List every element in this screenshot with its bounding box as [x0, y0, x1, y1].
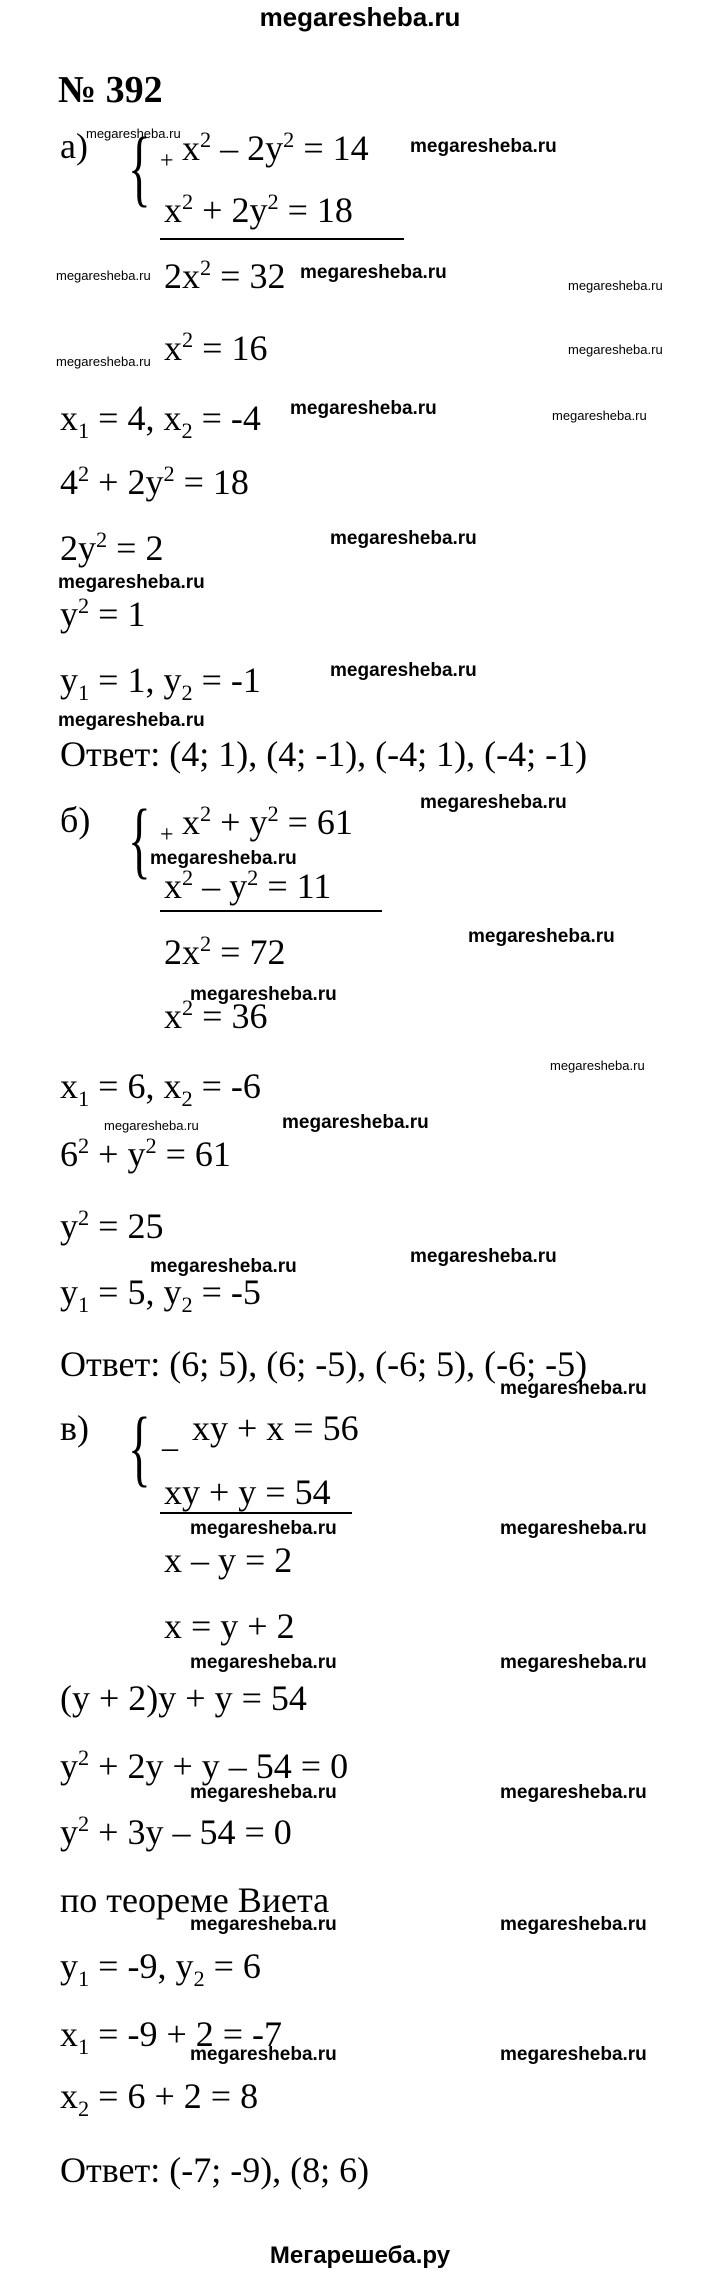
watermark-text: megaresheba.ru — [330, 528, 477, 549]
part-b-equation-1: $x^2 + y^2 = 61$ — [182, 801, 353, 842]
watermark-text: megaresheba.ru — [56, 354, 151, 369]
part-a-step-5: $2y^2 = 2$ — [60, 527, 164, 568]
watermark-text: megaresheba.ru — [330, 660, 477, 681]
part-v-answer: Ответ: (-7; -9), (8; 6) — [60, 2150, 370, 2190]
part-b-step-5: $y^2 = 25$ — [60, 1205, 164, 1246]
part-v-equation-2: xy + y = 54 — [164, 1472, 331, 1512]
part-a-step-3: $x_1 = 4$, $x_2 = -4$ — [60, 398, 261, 444]
watermark-text: megaresheba.ru — [282, 1112, 429, 1133]
watermark-text: megaresheba.ru — [500, 1652, 647, 1673]
part-b-sum-line — [160, 910, 382, 912]
watermark-text: megaresheba.ru — [420, 792, 567, 813]
part-b-step-6: $y_1 = 5$, $y_2 = -5$ — [60, 1272, 261, 1318]
part-a-system-brace: { — [128, 119, 151, 215]
watermark-text: megaresheba.ru — [58, 572, 205, 593]
watermark-text: megaresheba.ru — [410, 1246, 557, 1267]
part-b-step-2: $x^2 = 36$ — [164, 995, 268, 1036]
watermark-text: megaresheba.ru — [190, 1782, 337, 1803]
part-v-label: в) — [60, 1408, 89, 1448]
part-v-step-4: $y^2 + 2y + y - 54 = 0$ — [60, 1745, 349, 1786]
part-v-step-9: $x_2 = 6 + 2 = 8$ — [60, 2076, 259, 2122]
part-b-equation-2: $x^2 - y^2 = 11$ — [164, 865, 332, 906]
watermark-text: megaresheba.ru — [552, 408, 647, 423]
part-a-sum-line — [160, 238, 404, 240]
part-a-answer: Ответ: (4; 1), (4; -1), (-4; 1), (-4; -1) — [60, 734, 588, 774]
part-v-step-5: $y^2 + 3y - 54 = 0$ — [60, 1811, 292, 1852]
watermark-text: megaresheba.ru — [104, 1118, 199, 1133]
task-number: № 392 — [58, 69, 163, 111]
part-a-step-4: $4^2 + 2y^2 = 18$ — [60, 461, 249, 502]
watermark-text: megaresheba.ru — [190, 2044, 337, 2065]
part-a-step-2: $x^2 = 16$ — [164, 327, 268, 368]
part-v-system-brace: { — [128, 1399, 151, 1495]
part-v-step-1: x – y = 2 — [164, 1540, 293, 1580]
part-a-equation-2: $x^2 + 2y^2 = 18$ — [164, 189, 353, 230]
part-a-label: а) — [60, 126, 88, 166]
part-a-equation-1: $x^2 - 2y^2 = 14$ — [182, 127, 369, 168]
part-b-system-brace: { — [128, 791, 151, 887]
part-v-difference-line — [160, 1512, 352, 1514]
watermark-text: megaresheba.ru — [290, 398, 437, 419]
part-b-step-3: $x_1 = 6$, $x_2 = -6$ — [60, 1066, 261, 1112]
watermark-text: megaresheba.ru — [500, 1378, 647, 1399]
watermark-text: megaresheba.ru — [410, 136, 557, 157]
watermark-text: megaresheba.ru — [56, 268, 151, 283]
site-header: megaresheba.ru — [259, 2, 461, 32]
part-b-answer: Ответ: (6; 5), (6; -5), (-6; 5), (-6; -5) — [60, 1344, 588, 1384]
watermark-text: megaresheba.ru — [500, 1782, 647, 1803]
site-footer: Мегарешеба.ру — [269, 2242, 451, 2269]
watermark-text: megaresheba.ru — [150, 1256, 297, 1277]
part-v-step-3: (y + 2)y + y = 54 — [60, 1678, 307, 1718]
part-v-equation-1: xy + x = 56 — [192, 1408, 359, 1448]
watermark-text: megaresheba.ru — [58, 710, 205, 731]
watermark-text: megaresheba.ru — [190, 1652, 337, 1673]
part-a-step-1: $2x^2 = 32$ — [164, 255, 286, 296]
part-b-label: б) — [60, 800, 91, 840]
part-v-operation: _ — [162, 1418, 178, 1454]
watermark-text: megaresheba.ru — [568, 278, 663, 293]
part-b-operation: + — [160, 822, 174, 848]
watermark-text: megaresheba.ru — [468, 926, 615, 947]
part-v-step-8: $x_1 = -9 + 2 = -7$ — [60, 2014, 283, 2060]
part-a-step-6: $y^2 = 1$ — [60, 593, 146, 634]
watermark-text: megaresheba.ru — [86, 126, 181, 141]
watermark-text: megaresheba.ru — [190, 984, 337, 1005]
part-a-operation: + — [160, 148, 174, 174]
part-v-step-6: по теореме Виета — [60, 1880, 330, 1920]
part-b-step-1: $2x^2 = 72$ — [164, 931, 286, 972]
part-v-step-2: x = y + 2 — [164, 1606, 295, 1646]
part-b-step-4: $6^2 + y^2 = 61$ — [60, 1133, 231, 1174]
watermark-text: megaresheba.ru — [190, 1914, 337, 1935]
watermark-text: megaresheba.ru — [150, 848, 297, 869]
watermark-text: megaresheba.ru — [500, 1518, 647, 1539]
watermark-text: megaresheba.ru — [300, 262, 447, 283]
part-a-step-7: $y_1 = 1$, $y_2 = -1$ — [60, 660, 261, 706]
watermark-text: megaresheba.ru — [568, 342, 663, 357]
watermark-text: megaresheba.ru — [500, 1914, 647, 1935]
part-v-step-7: $y_1 = -9$, $y_2 = 6$ — [60, 1946, 261, 1992]
watermark-text: megaresheba.ru — [550, 1058, 645, 1073]
watermark-text: megaresheba.ru — [190, 1518, 337, 1539]
watermark-text: megaresheba.ru — [500, 2044, 647, 2065]
